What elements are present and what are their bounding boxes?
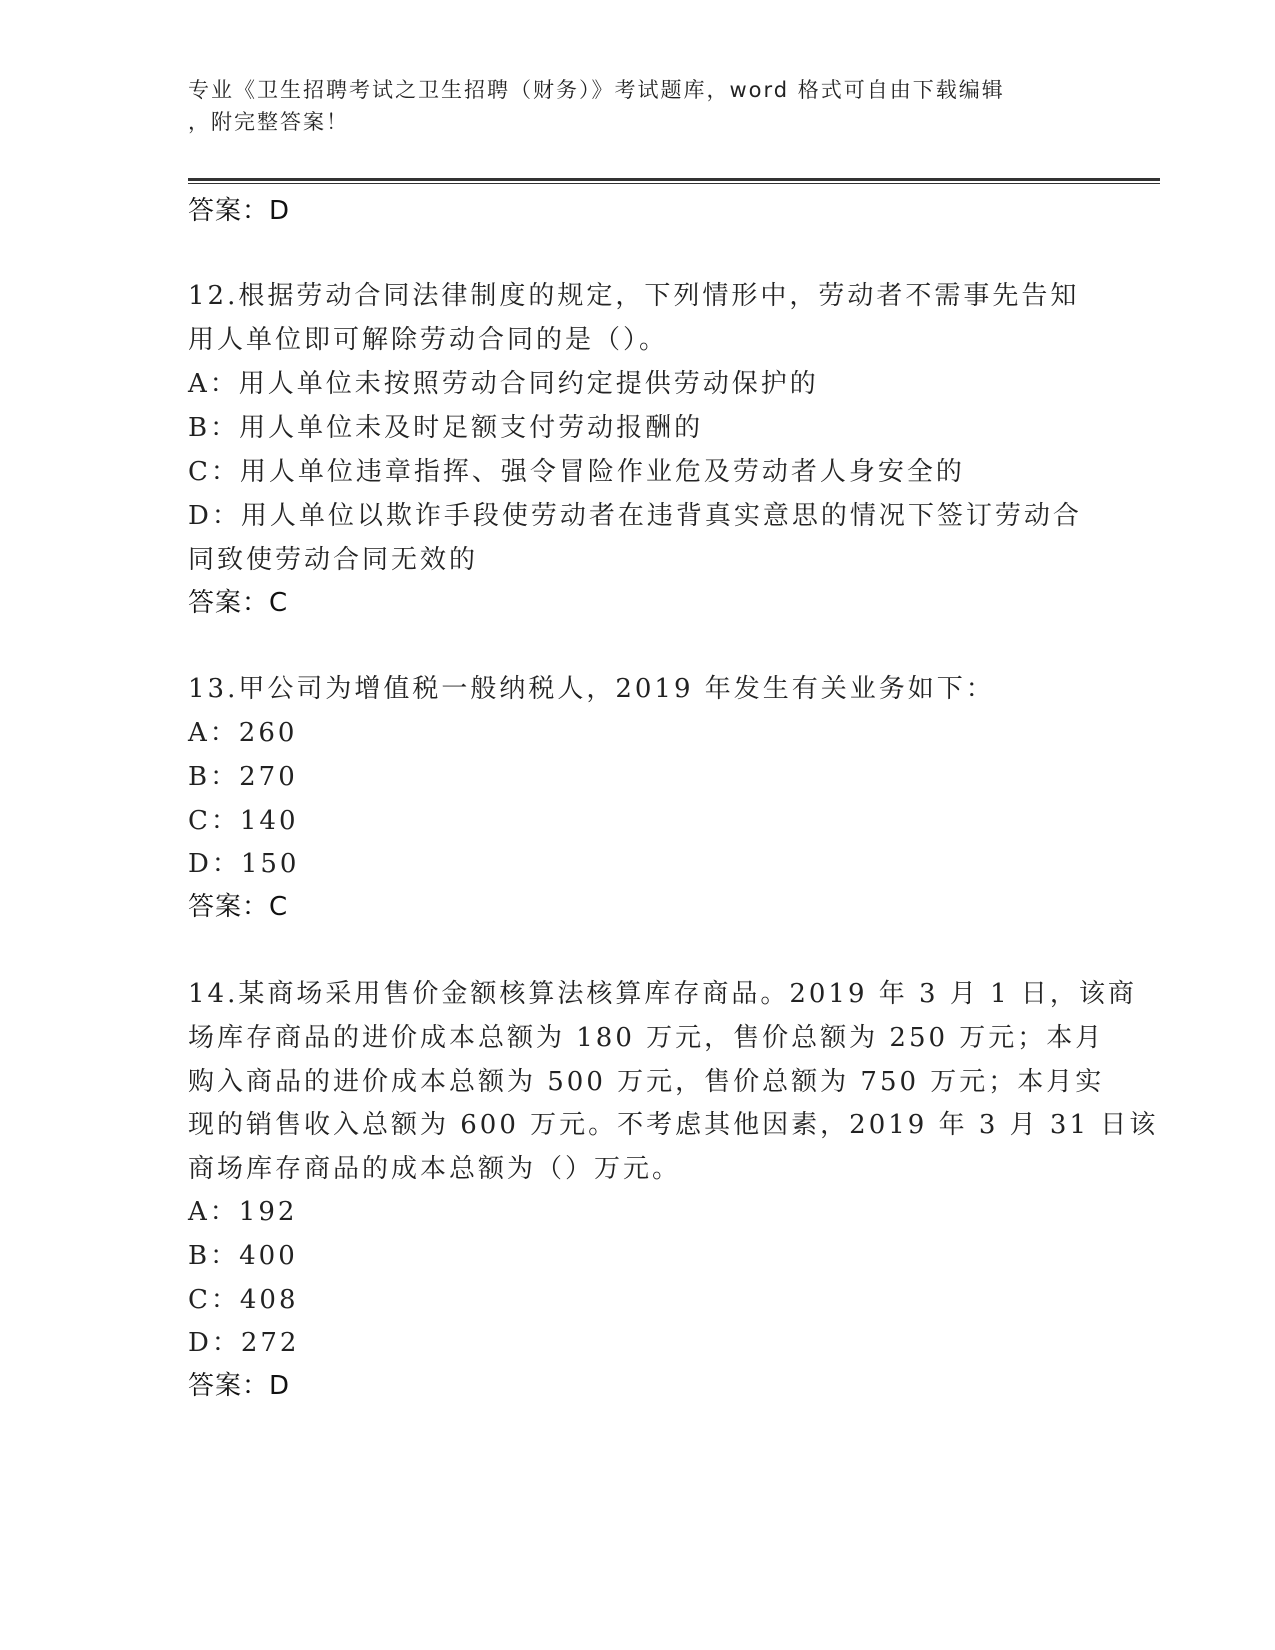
header-line-1: 专业《卫生招聘考试之卫生招聘（财务）》考试题库，word 格式可自由下载编辑 (188, 78, 1005, 102)
q13-option-d: D：150 (188, 849, 300, 879)
q13-option-a: A：260 (188, 718, 298, 748)
q13-option-b: B：270 (188, 762, 298, 792)
q12-option-b: B：用人单位未及时足额支付劳动报酬的 (188, 413, 704, 443)
header-rule-thick (188, 178, 1160, 181)
q12-option-d-line-2: 同致使劳动合同无效的 (188, 545, 479, 575)
q12-answer: 答案：C (188, 588, 289, 618)
q12-option-c: C：用人单位违章指挥、强令冒险作业危及劳动者人身安全的 (188, 457, 965, 487)
q12-option-d-line-1: D：用人单位以欺诈手段使劳动者在违背真实意思的情况下签订劳动合 (188, 501, 1082, 531)
q14-stem-line-2: 场库存商品的进价成本总额为 180 万元，售价总额为 250 万元；本月 (188, 1023, 1105, 1053)
q14-option-c: C：408 (188, 1285, 299, 1315)
header-line-2: ，附完整答案！ (188, 110, 349, 134)
q14-stem-line-4: 现的销售收入总额为 600 万元。不考虑其他因素，2019 年 3 月 31 日该 (188, 1110, 1159, 1140)
q13-option-c: C：140 (188, 806, 299, 836)
q13-stem-line-1: 13.甲公司为增值税一般纳税人，2019 年发生有关业务如下： (188, 674, 995, 704)
page-header (188, 74, 1068, 138)
header-rule-thin (188, 183, 1160, 184)
q14-option-b: B：400 (188, 1241, 298, 1271)
q12-stem-line-1: 12.根据劳动合同法律制度的规定，下列情形中，劳动者不需事先告知 (188, 281, 1080, 311)
q14-answer: 答案：D (188, 1371, 291, 1401)
q14-option-d: D：272 (188, 1328, 300, 1358)
q13-answer: 答案：C (188, 892, 289, 922)
q14-option-a: A：192 (188, 1197, 298, 1227)
q12-option-a: A：用人单位未按照劳动合同约定提供劳动保护的 (188, 369, 819, 399)
q14-stem-line-3: 购入商品的进价成本总额为 500 万元，售价总额为 750 万元；本月实 (188, 1067, 1105, 1097)
prev-answer: 答案：D (188, 196, 291, 226)
q14-stem-line-5: 商场库存商品的成本总额为（）万元。 (188, 1154, 682, 1184)
q14-stem-line-1: 14.某商场采用售价金额核算法核算库存商品。2019 年 3 月 1 日，该商 (188, 979, 1137, 1009)
q12-stem-line-2: 用人单位即可解除劳动合同的是（）。 (188, 325, 669, 355)
